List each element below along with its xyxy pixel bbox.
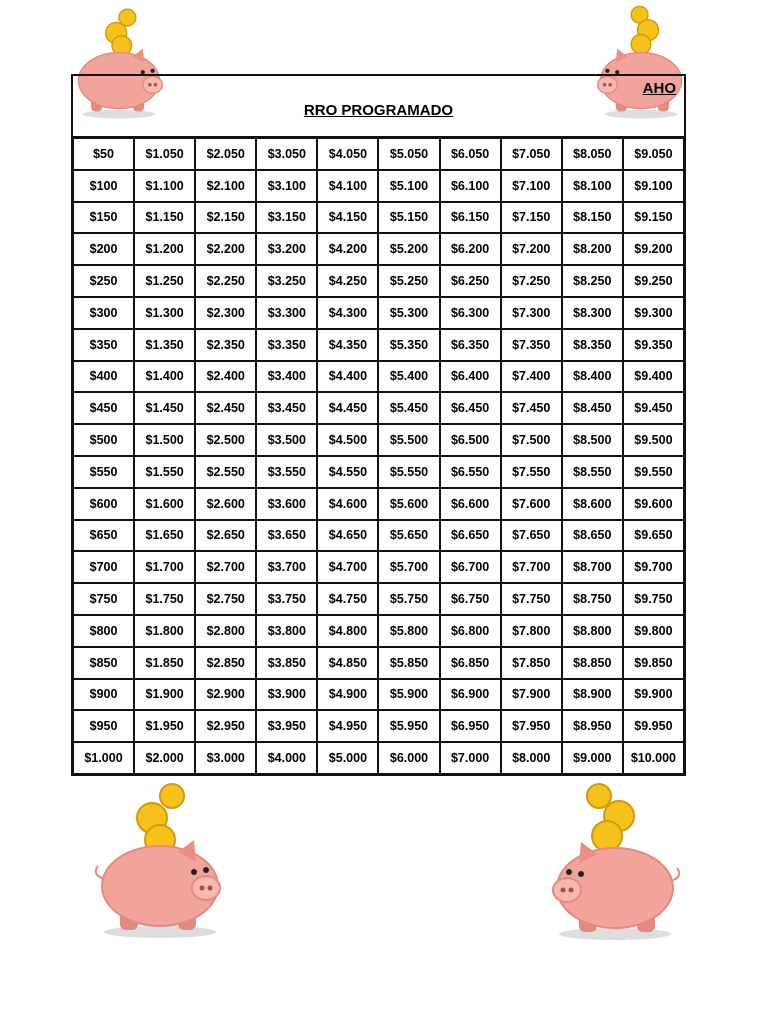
amount-cell[interactable]: $5.700 (378, 551, 439, 583)
amount-cell[interactable]: $2.950 (195, 710, 256, 742)
amount-cell[interactable]: $2.300 (195, 297, 256, 329)
table-row (73, 583, 684, 615)
amount-cell[interactable]: $5.450 (378, 392, 439, 424)
amount-cell[interactable]: $6.300 (440, 297, 501, 329)
amount-cell[interactable]: $5.600 (378, 488, 439, 520)
amount-cell[interactable]: $1.950 (134, 710, 195, 742)
amount-cell[interactable]: $4.800 (317, 615, 378, 647)
amount-cell[interactable]: $9.600 (623, 488, 684, 520)
amount-cell[interactable]: $4.050 (317, 138, 378, 170)
amount-cell[interactable]: $6.800 (440, 615, 501, 647)
amount-cell[interactable]: $4.400 (317, 361, 378, 393)
amount-cell[interactable]: $5.050 (378, 138, 439, 170)
amount-cell[interactable]: $1.100 (134, 170, 195, 202)
amount-cell[interactable]: $2.400 (195, 361, 256, 393)
amount-cell[interactable]: $300 (73, 297, 134, 329)
amount-cell[interactable]: $4.250 (317, 265, 378, 297)
amount-cell[interactable]: $1.450 (134, 392, 195, 424)
amount-cell[interactable]: $2.750 (195, 583, 256, 615)
amount-cell[interactable]: $350 (73, 329, 134, 361)
amount-cell[interactable]: $8.300 (562, 297, 623, 329)
table-row (73, 679, 684, 711)
amount-cell[interactable]: $6.000 (378, 742, 439, 774)
amount-cell[interactable]: $1.650 (134, 520, 195, 552)
amount-cell[interactable]: $3.250 (256, 265, 317, 297)
amount-cell[interactable]: $250 (73, 265, 134, 297)
amount-cell[interactable]: $9.000 (562, 742, 623, 774)
amount-cell[interactable]: $4.000 (256, 742, 317, 774)
table-row (73, 647, 684, 679)
table-row (73, 551, 684, 583)
amount-cell[interactable]: $7.800 (501, 615, 562, 647)
amount-cell[interactable]: $650 (73, 520, 134, 552)
amount-cell[interactable]: $5.150 (378, 202, 439, 234)
amount-cell[interactable]: $7.500 (501, 424, 562, 456)
amount-cell[interactable]: $7.000 (440, 742, 501, 774)
amount-cell[interactable]: $1.600 (134, 488, 195, 520)
amount-cell[interactable]: $450 (73, 392, 134, 424)
table-row (73, 488, 684, 520)
amount-cell[interactable]: $8.100 (562, 170, 623, 202)
amount-cell[interactable]: $3.000 (195, 742, 256, 774)
amount-cell[interactable]: $8.950 (562, 710, 623, 742)
amount-cell[interactable]: $7.250 (501, 265, 562, 297)
amount-cell[interactable]: $5.800 (378, 615, 439, 647)
amount-cell[interactable]: $5.500 (378, 424, 439, 456)
amount-cell[interactable]: $9.450 (623, 392, 684, 424)
amount-cell[interactable]: $4.450 (317, 392, 378, 424)
amount-cell[interactable]: $8.900 (562, 679, 623, 711)
amount-cell[interactable]: $2.700 (195, 551, 256, 583)
amount-cell[interactable]: $7.300 (501, 297, 562, 329)
amount-cell[interactable]: $5.300 (378, 297, 439, 329)
amount-cell[interactable]: $2.000 (134, 742, 195, 774)
table-row (73, 392, 684, 424)
amount-cell[interactable]: $3.750 (256, 583, 317, 615)
piggy-bank-icon (90, 782, 240, 950)
amount-cell[interactable]: $2.600 (195, 488, 256, 520)
amount-cell[interactable]: $9.050 (623, 138, 684, 170)
amount-cell[interactable]: $1.150 (134, 202, 195, 234)
amount-cell[interactable]: $5.000 (317, 742, 378, 774)
amount-cell[interactable]: $9.100 (623, 170, 684, 202)
table-row (73, 329, 684, 361)
amount-cell[interactable]: $4.650 (317, 520, 378, 552)
amount-cell[interactable]: $8.500 (562, 424, 623, 456)
amount-cell[interactable]: $1.500 (134, 424, 195, 456)
amount-cell[interactable]: $8.400 (562, 361, 623, 393)
amount-cell[interactable]: $9.550 (623, 456, 684, 488)
amount-cell[interactable]: $3.550 (256, 456, 317, 488)
amount-cell[interactable]: $8.200 (562, 233, 623, 265)
amount-cell[interactable]: $50 (73, 138, 134, 170)
amount-cell[interactable]: $3.050 (256, 138, 317, 170)
table-row (73, 742, 684, 774)
amount-cell[interactable]: $1.050 (134, 138, 195, 170)
amount-cell[interactable]: $1.750 (134, 583, 195, 615)
amount-cell[interactable]: $8.050 (562, 138, 623, 170)
amount-cell[interactable]: $7.450 (501, 392, 562, 424)
amount-cell[interactable]: $7.950 (501, 710, 562, 742)
gold-coin-icon (631, 6, 658, 54)
amount-cell[interactable]: $7.150 (501, 202, 562, 234)
gold-coin-icon (106, 9, 136, 55)
amount-cell[interactable]: $4.700 (317, 551, 378, 583)
amount-cell[interactable]: $9.700 (623, 551, 684, 583)
amount-cell[interactable]: $7.900 (501, 679, 562, 711)
table-row (73, 297, 684, 329)
amount-cell[interactable]: $9.650 (623, 520, 684, 552)
amount-cell[interactable]: $700 (73, 551, 134, 583)
table-row (73, 520, 684, 552)
amount-cell[interactable]: $8.700 (562, 551, 623, 583)
amount-cell[interactable]: $9.750 (623, 583, 684, 615)
amount-cell[interactable]: $9.200 (623, 233, 684, 265)
table-row (73, 615, 684, 647)
amount-cell[interactable]: $7.850 (501, 647, 562, 679)
amount-cell[interactable]: $7.200 (501, 233, 562, 265)
amount-cell[interactable]: $1.300 (134, 297, 195, 329)
amount-cell[interactable]: $6.650 (440, 520, 501, 552)
amount-cell[interactable]: $6.200 (440, 233, 501, 265)
amount-cell[interactable]: $8.000 (501, 742, 562, 774)
amount-cell[interactable]: $600 (73, 488, 134, 520)
amount-cell[interactable]: $7.100 (501, 170, 562, 202)
amount-cell[interactable]: $1.250 (134, 265, 195, 297)
amount-cell[interactable]: $6.850 (440, 647, 501, 679)
amount-cell[interactable]: $6.900 (440, 679, 501, 711)
amount-cell[interactable]: $4.200 (317, 233, 378, 265)
amount-cell[interactable]: $1.200 (134, 233, 195, 265)
amount-cell[interactable]: $3.150 (256, 202, 317, 234)
amount-cell[interactable]: $2.250 (195, 265, 256, 297)
amount-cell[interactable]: $5.350 (378, 329, 439, 361)
amount-cell[interactable]: $5.900 (378, 679, 439, 711)
amount-cell[interactable]: $4.600 (317, 488, 378, 520)
amount-cell[interactable]: $5.100 (378, 170, 439, 202)
amount-cell[interactable]: $9.400 (623, 361, 684, 393)
amount-cell[interactable]: $7.600 (501, 488, 562, 520)
amount-cell[interactable]: $150 (73, 202, 134, 234)
amount-cell[interactable]: $2.050 (195, 138, 256, 170)
amount-cell[interactable]: $1.900 (134, 679, 195, 711)
table-row (73, 265, 684, 297)
amount-cell[interactable]: $4.950 (317, 710, 378, 742)
amount-cell[interactable]: $6.950 (440, 710, 501, 742)
amount-cell[interactable]: $7.550 (501, 456, 562, 488)
amount-cell[interactable]: $8.750 (562, 583, 623, 615)
amount-cell[interactable]: $3.900 (256, 679, 317, 711)
amount-cell[interactable]: $9.950 (623, 710, 684, 742)
amount-cell[interactable]: $9.850 (623, 647, 684, 679)
amount-cell[interactable]: $6.750 (440, 583, 501, 615)
amount-cell[interactable]: $6.350 (440, 329, 501, 361)
amount-cell[interactable]: $100 (73, 170, 134, 202)
amount-cell[interactable]: $6.600 (440, 488, 501, 520)
amount-cell[interactable]: $1.400 (134, 361, 195, 393)
table-row (73, 424, 684, 456)
amount-cell[interactable]: $3.400 (256, 361, 317, 393)
amount-cell[interactable]: $750 (73, 583, 134, 615)
savings-table (71, 138, 686, 776)
amount-cell[interactable]: $8.650 (562, 520, 623, 552)
amount-cell[interactable]: $3.200 (256, 233, 317, 265)
amount-cell[interactable]: $7.400 (501, 361, 562, 393)
amount-cell[interactable]: $9.150 (623, 202, 684, 234)
amount-cell[interactable]: $8.800 (562, 615, 623, 647)
amount-cell[interactable]: $3.950 (256, 710, 317, 742)
amount-cell[interactable]: $2.100 (195, 170, 256, 202)
amount-cell[interactable]: $8.350 (562, 329, 623, 361)
amount-cell[interactable]: $5.400 (378, 361, 439, 393)
amount-cell[interactable]: $5.250 (378, 265, 439, 297)
amount-cell[interactable]: $9.500 (623, 424, 684, 456)
amount-cell[interactable]: $1.700 (134, 551, 195, 583)
amount-cell[interactable]: $950 (73, 710, 134, 742)
amount-cell[interactable]: $9.900 (623, 679, 684, 711)
amount-cell[interactable]: $4.150 (317, 202, 378, 234)
amount-cell[interactable]: $3.100 (256, 170, 317, 202)
amount-cell[interactable]: $6.250 (440, 265, 501, 297)
amount-cell[interactable]: $7.050 (501, 138, 562, 170)
gold-coin-icon (137, 784, 184, 855)
amount-cell[interactable]: $3.350 (256, 329, 317, 361)
amount-cell[interactable]: $3.650 (256, 520, 317, 552)
amount-cell[interactable]: $6.700 (440, 551, 501, 583)
amount-cell[interactable]: $6.550 (440, 456, 501, 488)
amount-cell[interactable]: $2.650 (195, 520, 256, 552)
amount-cell[interactable]: $3.450 (256, 392, 317, 424)
table-row (73, 138, 684, 170)
amount-cell[interactable]: $400 (73, 361, 134, 393)
amount-cell[interactable]: $2.500 (195, 424, 256, 456)
amount-cell[interactable]: $7.750 (501, 583, 562, 615)
table-row (73, 456, 684, 488)
amount-cell[interactable]: $2.550 (195, 456, 256, 488)
amount-cell[interactable]: $6.400 (440, 361, 501, 393)
table-row (73, 202, 684, 234)
amount-cell[interactable]: $7.700 (501, 551, 562, 583)
amount-cell[interactable]: $5.750 (378, 583, 439, 615)
amount-cell[interactable]: $200 (73, 233, 134, 265)
page-title: RRO PROGRAMADO (303, 102, 454, 119)
amount-cell[interactable]: $3.500 (256, 424, 317, 456)
amount-cell[interactable]: $2.150 (195, 202, 256, 234)
amount-cell[interactable]: $5.850 (378, 647, 439, 679)
amount-cell[interactable]: $4.850 (317, 647, 378, 679)
amount-cell[interactable]: $3.850 (256, 647, 317, 679)
amount-cell[interactable]: $3.600 (256, 488, 317, 520)
amount-cell[interactable]: $900 (73, 679, 134, 711)
amount-cell[interactable]: $6.100 (440, 170, 501, 202)
amount-cell[interactable]: $2.900 (195, 679, 256, 711)
amount-cell[interactable]: $9.350 (623, 329, 684, 361)
amount-cell[interactable]: $4.300 (317, 297, 378, 329)
amount-cell[interactable]: $3.300 (256, 297, 317, 329)
gold-coin-icon (587, 784, 634, 851)
amount-cell[interactable]: $4.500 (317, 424, 378, 456)
amount-cell[interactable]: $1.850 (134, 647, 195, 679)
amount-cell[interactable]: $1.550 (134, 456, 195, 488)
amount-cell[interactable]: $9.300 (623, 297, 684, 329)
amount-cell[interactable]: $5.200 (378, 233, 439, 265)
title-box (71, 74, 686, 138)
amount-cell[interactable]: $4.900 (317, 679, 378, 711)
amount-cell[interactable]: $550 (73, 456, 134, 488)
amount-cell[interactable]: $850 (73, 647, 134, 679)
amount-cell[interactable]: $6.150 (440, 202, 501, 234)
amount-cell[interactable]: $4.350 (317, 329, 378, 361)
amount-cell[interactable]: $4.100 (317, 170, 378, 202)
amount-cell[interactable]: $7.650 (501, 520, 562, 552)
amount-cell[interactable]: $9.800 (623, 615, 684, 647)
amount-cell[interactable]: $8.550 (562, 456, 623, 488)
table-row (73, 361, 684, 393)
amount-cell[interactable]: $1.350 (134, 329, 195, 361)
table-row (73, 710, 684, 742)
amount-cell[interactable]: $800 (73, 615, 134, 647)
amount-cell[interactable]: $5.650 (378, 520, 439, 552)
amount-cell[interactable]: $4.750 (317, 583, 378, 615)
title-fragment: AHO (642, 80, 676, 97)
amount-cell[interactable]: $6.050 (440, 138, 501, 170)
amount-cell[interactable]: $5.950 (378, 710, 439, 742)
amount-cell[interactable]: $2.850 (195, 647, 256, 679)
amount-cell[interactable]: $10.000 (623, 742, 684, 774)
amount-cell[interactable]: $500 (73, 424, 134, 456)
amount-cell[interactable]: $1.000 (73, 742, 134, 774)
amount-cell[interactable]: $6.500 (440, 424, 501, 456)
amount-cell[interactable]: $2.200 (195, 233, 256, 265)
amount-cell[interactable]: $2.450 (195, 392, 256, 424)
amount-cell[interactable]: $8.600 (562, 488, 623, 520)
amount-cell[interactable]: $4.550 (317, 456, 378, 488)
amount-cell[interactable]: $7.350 (501, 329, 562, 361)
amount-cell[interactable]: $1.800 (134, 615, 195, 647)
amount-cell[interactable]: $8.450 (562, 392, 623, 424)
amount-cell[interactable]: $2.800 (195, 615, 256, 647)
amount-cell[interactable]: $3.700 (256, 551, 317, 583)
table-row (73, 233, 684, 265)
piggy-bank-icon (535, 782, 685, 950)
amount-cell[interactable]: $6.450 (440, 392, 501, 424)
amount-cell[interactable]: $8.150 (562, 202, 623, 234)
amount-cell[interactable]: $9.250 (623, 265, 684, 297)
amount-cell[interactable]: $2.350 (195, 329, 256, 361)
amount-cell[interactable]: $8.250 (562, 265, 623, 297)
amount-cell[interactable]: $8.850 (562, 647, 623, 679)
table-row (73, 170, 684, 202)
amount-cell[interactable]: $3.800 (256, 615, 317, 647)
amount-cell[interactable]: $5.550 (378, 456, 439, 488)
